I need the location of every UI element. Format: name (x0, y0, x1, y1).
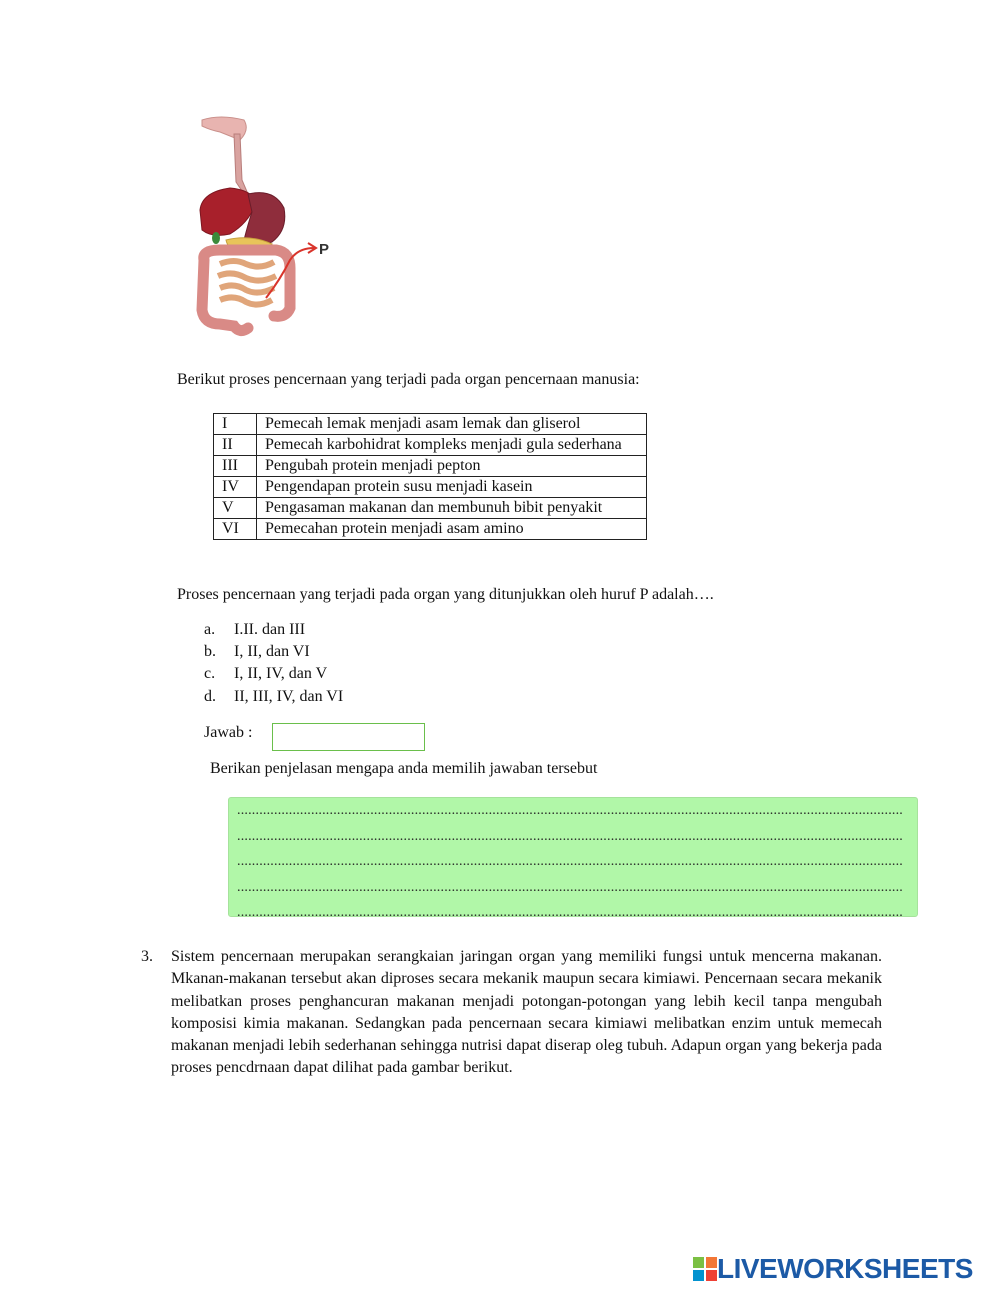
explanation-textarea[interactable] (228, 797, 918, 917)
answer-label: Jawab : (204, 724, 253, 741)
row-description: Pemecah karbohidrat kompleks menjadi gula sederhana (257, 435, 647, 456)
liveworksheets-logo (693, 1253, 973, 1284)
dotted-line: .................................................................................................................................................................................... (237, 803, 903, 818)
table-row (214, 456, 647, 477)
process-table (213, 413, 647, 540)
row-number: V (214, 498, 257, 519)
table-row (214, 435, 647, 456)
option-text: I.II. dan III (234, 621, 306, 638)
option-text: I, II, dan VI (234, 643, 310, 660)
row-number: IV (214, 477, 257, 498)
table-row (214, 477, 647, 498)
dotted-line: .................................................................................................................................................................................... (237, 828, 903, 844)
option-text: I, II, IV, dan V (234, 665, 328, 682)
intro-text: Berikut proses pencernaan yang terjadi pada organ pencernaan manusia: (177, 371, 640, 388)
row-description: Pengubah protein menjadi pepton (257, 456, 647, 477)
digestive-system-image (190, 112, 340, 342)
row-description: Pemecah lemak menjadi asam lemak dan gliserol (257, 414, 647, 435)
dotted-line: .................................................................................................................................................................................... (237, 854, 903, 869)
dotted-line: .................................................................................................................................................................................... (237, 905, 903, 917)
dotted-line: .................................................................................................................................................................................... (237, 879, 903, 895)
table-row (214, 519, 647, 540)
table-row (214, 414, 647, 435)
logo-text: LIVEWORKSHEETS (717, 1253, 973, 1284)
option-a[interactable] (204, 619, 305, 641)
option-d[interactable] (204, 686, 343, 708)
row-description: Pengasaman makanan dan membunuh bibit penyakit (257, 498, 647, 519)
figure-label-p: P (319, 241, 330, 258)
question-3-text: Sistem pencernaan merupakan serangkaian jaringan organ yang memiliki fungsi untuk mencerna makanan. Mkanan-makanan tersebut akan diproses secara mekanik maupun secara kimiawi. Pencernaan secara mekanik melibatkan proses penghancuran makanan menjadi potongan-potongan yang lebih kecil tanpa mengubah komposisi kimia makanan. Sedangkan pada pencernaan secara kimiawi melibatkan enzim untuk memecah makanan menjadi lebih sederhanan sehingga nutrisi dapat diserap oleg tubuh. Adapun organ yang bekerja pada proses pencdrnaan dapat dilihat pada gambar berikut. (171, 948, 882, 1077)
option-letter: c. (204, 665, 216, 682)
option-letter: a. (204, 621, 216, 638)
question-3-number: 3. (141, 948, 153, 965)
option-text: II, III, IV, dan VI (234, 688, 344, 705)
question-text: Proses pencernaan yang terjadi pada organ yang ditunjukkan oleh huruf P adalah…. (177, 586, 714, 603)
row-number: VI (214, 519, 257, 540)
row-number: I (214, 414, 257, 435)
option-c[interactable] (204, 663, 327, 685)
row-description: Pemecahan protein menjadi asam amino (257, 519, 647, 540)
row-number: II (214, 435, 257, 456)
option-letter: b. (204, 643, 216, 660)
row-number: III (214, 456, 257, 477)
answer-input[interactable] (272, 723, 425, 751)
option-letter: d. (204, 688, 216, 705)
logo-icon (693, 1257, 717, 1281)
table-row (214, 498, 647, 519)
option-b[interactable] (204, 641, 310, 663)
explanation-prompt: Berikan penjelasan mengapa anda memilih jawaban tersebut (210, 760, 598, 777)
row-description: Pengendapan protein susu menjadi kasein (257, 477, 647, 498)
